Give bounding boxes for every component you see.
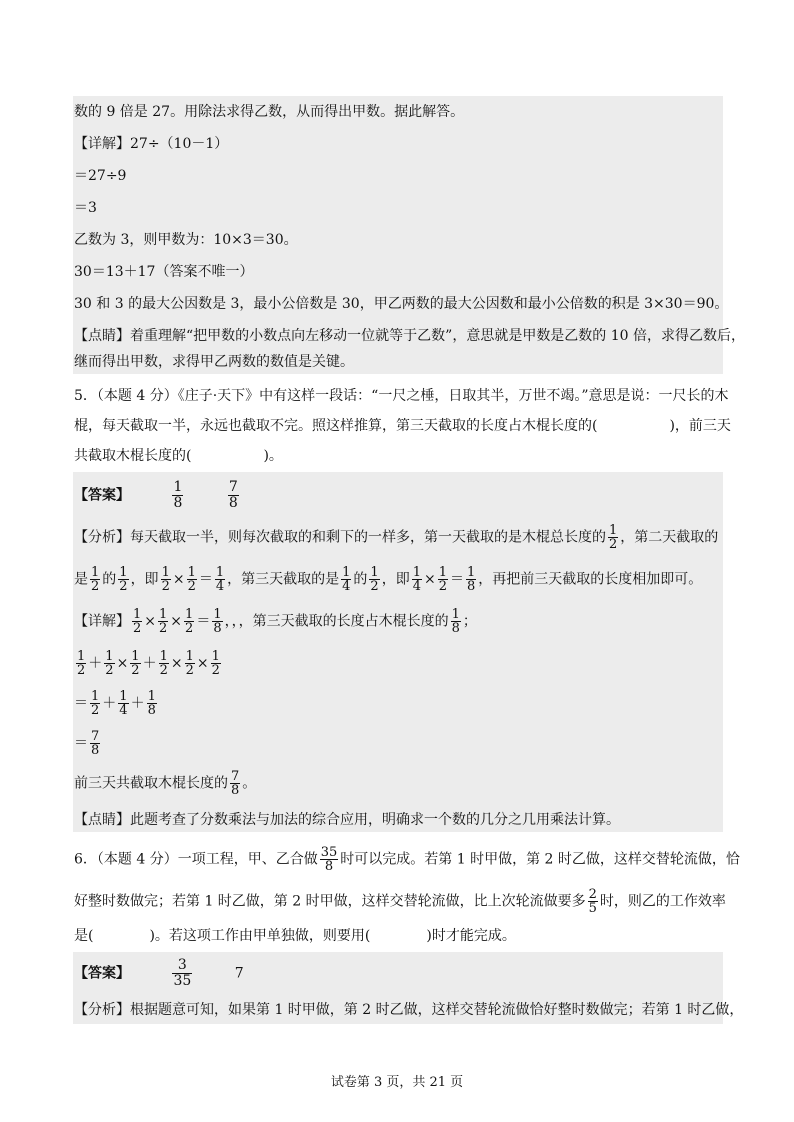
detail-line: ＝3 <box>74 200 97 216</box>
answer-line <box>74 958 724 989</box>
analysis-line: 是 $\frac{1}{2}$ 的 $\frac{1}{2}$ ，即 $\frac{1}{2}$ × $\frac{1}{2}$ ＝ $\frac{1}{4}$ ，第三天截取的是 $\frac{1}{4}$ 的 $\frac{1}{2}$ ，即 $\frac{1}{4}$ × $\frac{1}{2}$ ＝ $\frac{1}{8}$ ，再把前三天截取的长度相加即可。 <box>74 565 703 594</box>
detail-line: $\frac{1}{2}$ ＋ $\frac{1}{2}$ × $\frac{1}{2}$ ＋ $\frac{1}{2}$ × $\frac{1}{2}$ × $\frac{1}{2}$ <box>77 649 220 678</box>
detail-line: 前三天共截取木棍长度的 $\frac{7}{8}$ 。 <box>74 769 257 798</box>
question-6-text: 是( )。若这项工作由甲单独做，则要用( )时才能完成。 <box>74 928 516 944</box>
detail-line: 30＝13＋17（答案不唯一） <box>74 264 254 280</box>
tip-line: 继而得出甲数，求得甲乙两数的数值是关键。 <box>74 354 354 370</box>
text-line: 数的 9 倍是 27。用除法求得乙数，从而得出甲数。据此解答。 <box>74 104 465 120</box>
answer-fraction: $\frac{3}{35}$ <box>173 957 192 989</box>
answer-line <box>74 480 724 511</box>
question-text: )。 <box>263 448 283 464</box>
question-5-text: 5．（本题 4 分）《庄子·天下》中有这样一段话：“一尺之棰，日取其半，万世不竭。”意思是说：一尺长的木 <box>74 388 729 404</box>
answer-fraction: $\frac{7}{8}$ <box>228 479 238 511</box>
detail-line: ＝ $\frac{7}{8}$ <box>74 729 100 758</box>
question-text: 棍，每天截取一半，永远也截取不完。照这样推算，第三天截取的长度占木棍长度的( <box>74 418 598 434</box>
question-6-text: 好整时数做完；若第 1 时乙做，第 2 时甲做，这样交替轮流做，比上次轮流做要多 $\frac{2}{5}$ 时，则乙的工作效率 <box>74 887 726 916</box>
question-5-text <box>74 446 724 466</box>
detail-line: 【详解】27÷（10－1） <box>74 136 229 152</box>
detail-line: 【详解】 $\frac{1}{2}$ × $\frac{1}{2}$ × $\frac{1}{2}$ ＝ $\frac{1}{8}$ ，，，第三天截取的长度占木棍长度的 $\frac{1}{8}$ ； <box>74 607 477 636</box>
answer-value: 7 <box>234 965 244 982</box>
page-footer: 试卷第 3 页，共 21 页 <box>330 1075 464 1090</box>
analysis-line: 【分析】根据题意可知，如果第 1 时甲做，第 2 时乙做，这样交替轮流做恰好整时数做完；若第 1 时乙做， <box>74 1002 744 1018</box>
question-text: 共截取木棍长度的( <box>74 448 192 464</box>
detail-line: 乙数为 3，则甲数为：10×3＝30。 <box>74 232 298 248</box>
answer-label: 【答案】 <box>74 965 130 982</box>
detail-line: ＝27÷9 <box>74 168 127 184</box>
analysis-line: 【分析】每天截取一半，则每次截取的和剩下的一样多，第一天截取的是木棍总长度的 $\frac{1}{2}$ ，第二天截取的 <box>74 523 719 552</box>
question-text: )，前三天 <box>669 418 731 434</box>
tip-line: 【点睛】此题考查了分数乘法与加法的综合应用，明确求一个数的几分之几用乘法计算。 <box>74 812 620 828</box>
question-6-text: 6．（本题 4 分）一项工程，甲、乙合做 $\frac{35}{8}$ 时可以完成。若第 1 时甲做，第 2 时乙做，这样交替轮流做，恰 <box>74 845 740 874</box>
tip-line: 【点睛】着重理解“把甲数的小数点向左移动一位就等于乙数”，意思就是甲数是乙数的 10 倍，求得乙数后， <box>74 328 746 344</box>
answer-fraction: $\frac{1}{8}$ <box>173 479 183 511</box>
answer-label: 【答案】 <box>74 487 130 504</box>
detail-line: 30 和 3 的最大公因数是 3，最小公倍数是 30，甲乙两数的最大公因数和最小公倍数的积是 3×30＝90。 <box>74 296 729 312</box>
question-5-text <box>74 416 731 436</box>
detail-line: ＝ $\frac{1}{2}$ ＋ $\frac{1}{4}$ ＋ $\frac{1}{8}$ <box>74 689 156 718</box>
